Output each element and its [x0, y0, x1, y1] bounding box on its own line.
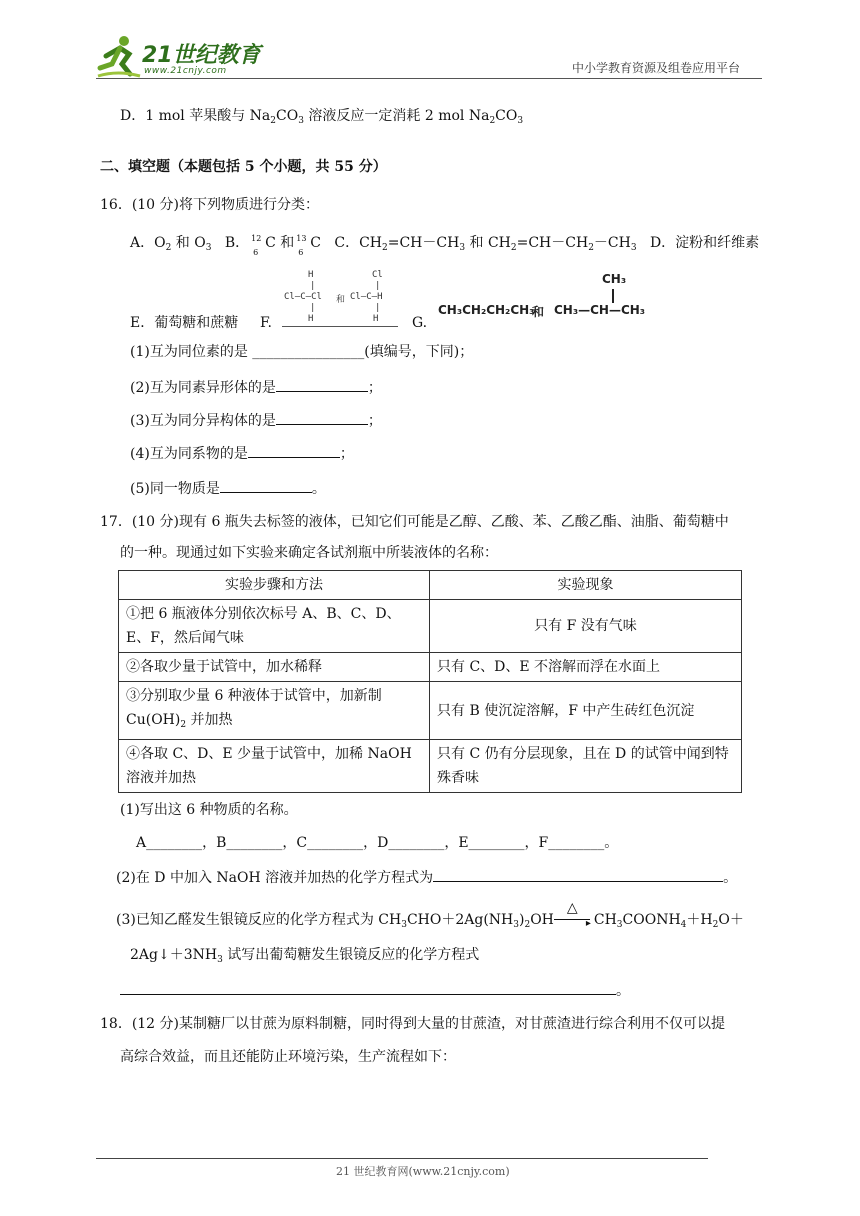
table-cell-result: 只有 B 使沉淀溶解，F 中产生砖红色沉淀	[430, 682, 742, 740]
table-cell-result: 只有 C、D、E 不溶解而浮在水面上	[430, 653, 742, 682]
table-header-row	[119, 571, 742, 600]
q16-figure-g: CH₃ CH₃CH₂CH₂CH₃ 和 CH₃—CH—CH₃	[438, 272, 646, 319]
table-cell-step: ④各取 C、D、E 少量于试管中，加稀 NaOH 溶液并加热	[119, 740, 430, 793]
table-row	[119, 600, 742, 653]
q16-options-line	[130, 233, 759, 258]
q16-option-f-label: F.	[260, 315, 272, 331]
q16-stem: 16．(10 分)将下列物质进行分类：	[100, 197, 320, 213]
q17-sub1: (1)写出这 6 种物质的名称。	[120, 802, 298, 818]
q17-sub3-answer-line: 。	[120, 980, 630, 1001]
runner-logo-icon	[96, 34, 142, 78]
q16-sub5: (5)同一物质是 。	[130, 478, 326, 499]
table-header: 实验步骤和方法	[119, 571, 430, 600]
footer-rule	[96, 1158, 708, 1159]
q16-sub4: (4)互为同系物的是 ；	[130, 443, 354, 464]
q17-sub1-answer-line: A________，B________，C________，D________，E________，F________。	[136, 835, 619, 851]
logo-url: www.21cnjy.com	[144, 66, 227, 76]
q18-stem-line2: 高综合效益，而且还能防止环境污染，生产流程如下：	[120, 1049, 456, 1065]
q16-option-g-label: G.	[412, 315, 428, 331]
q18-stem-line1: 18．(12 分)某制糖厂以甘蔗为原料制糖，同时得到大量的甘蔗渣，对甘蔗渣进行综合利用不仅可以提	[100, 1016, 726, 1032]
table-cell-result: 只有 F 没有气味	[430, 600, 742, 653]
table-row	[119, 682, 742, 740]
q16-option-b: B． 12 6 C 和 13 6 C	[224, 234, 321, 257]
q16-option-c: C．$CH_2=CH-CH_3$ 和 $CH_2=CH-CH_2-CH_3$	[334, 235, 637, 253]
reaction-arrow: △ ▸	[554, 910, 594, 930]
q16-option-e: E．葡萄糖和蔗糖	[130, 315, 239, 331]
table-row	[119, 740, 742, 793]
header-rule	[96, 78, 762, 79]
q16-option-a: A．$O_2$ 和 $O_3$	[130, 235, 212, 253]
q17-sub3-line1: (3)已知乙醛发生银镜反应的化学方程式为 $CH_3CHO+2Ag(NH_3)_2OH$ △ ▸ $CH_3COONH_4+H_2O+$	[116, 900, 744, 930]
table-cell-step: ③分别取少量 6 种液体于试管中，加新制 $Cu(OH)_2$ 并加热	[119, 682, 430, 740]
header-logo	[96, 34, 266, 80]
q16-sub2: (2)互为同素异形体的是 ；	[130, 377, 382, 398]
q17-stem-line1: 17．(10 分)现有 6 瓶失去标签的液体，已知它们可能是乙醇、乙酸、苯、乙酸乙酯、油脂、葡萄糖中	[100, 514, 729, 530]
q17-stem-line2: 的一种。现通过如下实验来确定各试剂瓶中所装液体的名称：	[120, 545, 498, 561]
table-header: 实验现象	[430, 571, 742, 600]
header-platform-text: 中小学教育资源及组卷应用平台	[572, 61, 741, 75]
q16-figure-f: H Cl | | Cl—C—Cl 和 Cl—C—H | | H H	[282, 270, 398, 328]
logo-text: 21世纪教育	[142, 43, 261, 68]
q16-sub1: (1)互为同位素的是 ________________(填编号，下同)；	[130, 344, 474, 360]
q16-option-d: D．淀粉和纤维素	[649, 235, 760, 251]
table-cell-step: ①把 6 瓶液体分别依次标号 A、B、C、D、E、F，然后闻气味	[119, 600, 430, 653]
q15-option-d: D．1 mol 苹果酸与 $Na_2CO_3$ 溶液反应一定消耗 2 mol $Na_2CO_3$	[120, 108, 524, 126]
footer-text: 21 世纪教育网(www.21cnjy.com)	[336, 1165, 510, 1178]
q17-sub2: (2)在 D 中加入 NaOH 溶液并加热的化学方程式为 。	[116, 867, 737, 888]
q17-sub3-line2: $2Ag↓+3NH_3$ 试写出葡萄糖发生银镜反应的化学方程式	[130, 947, 480, 965]
table-row	[119, 653, 742, 682]
table-cell-step: ②各取少量于试管中，加水稀释	[119, 653, 430, 682]
experiment-table	[118, 570, 742, 793]
table-cell-result: 只有 C 仍有分层现象，且在 D 的试管中闻到特殊香味	[430, 740, 742, 793]
q16-sub3: (3)互为同分异构体的是 ；	[130, 410, 382, 431]
heat-delta-icon: △	[566, 900, 578, 916]
section-title: 二、填空题（本题包括 5 个小题，共 55 分）	[100, 159, 387, 175]
